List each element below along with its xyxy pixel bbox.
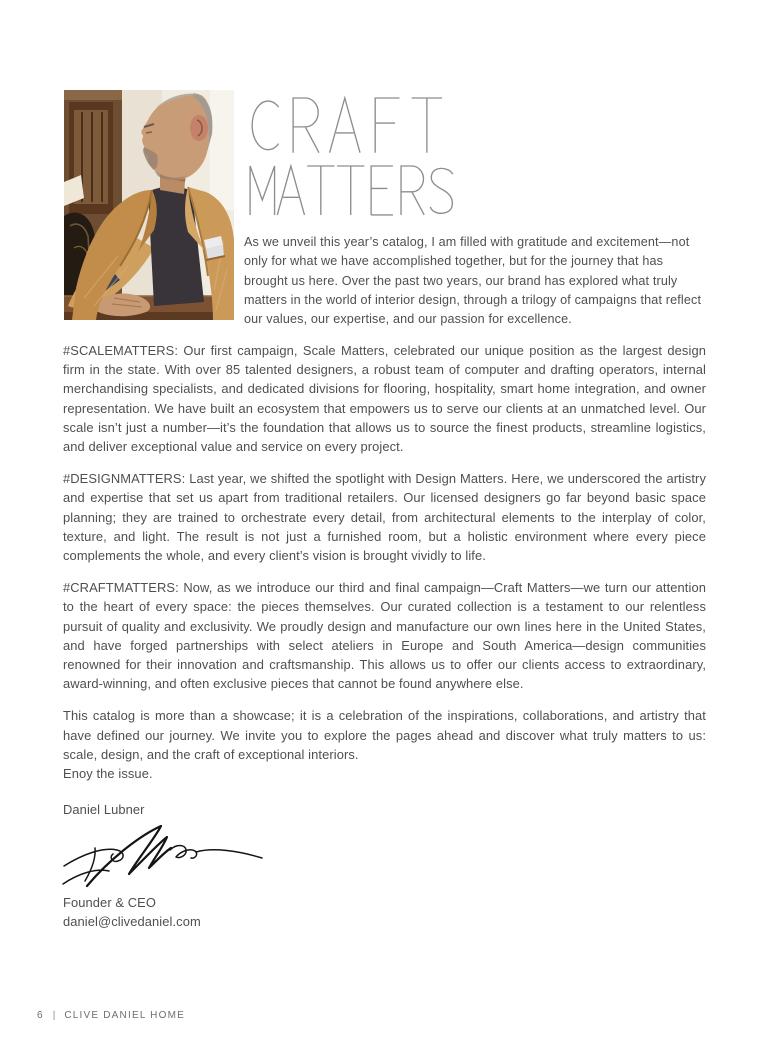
page-number: 6 xyxy=(37,1010,44,1021)
signature-image xyxy=(59,824,269,890)
founder-email[interactable]: daniel@clivedaniel.com xyxy=(63,914,201,930)
paragraph-scalematters: #SCALEMATTERS: Our first campaign, Scale Matters, celebrated our unique position as the largest design firm in the state. With over 85 talented designers, a robust team of computer and drafting operators, internal merchandising specialists, and dedicated divisions for flooring, hospitality, smart home integration, and owner representation. We have built an ecosystem that empowers us to serve our clients at an unmatched level. Our scale isn’t just a number—it’s the foundation that allows us to source the finest products, streamline logistics, and deliver exceptional value and service on every project. xyxy=(63,343,706,455)
founder-portrait-photo xyxy=(64,90,234,320)
letter-header xyxy=(244,96,708,329)
paragraph-closing: This catalog is more than a showcase; it is a celebration of the inspirations, collaborations, and artistry that have defined our journey. We invite you to explore the pages ahead and discover what truly matters to us: scale, design, and the craft of exceptional interiors. xyxy=(63,708,706,762)
heading-line1-craft xyxy=(244,96,462,155)
paragraph-craftmatters: #CRAFTMATTERS: Now, as we introduce our third and final campaign—Craft Matters—we turn our attention to the heart of every space: the pieces themselves. Our curated collection is a testament to our relentless pursuit of quality and exclusivity. We proudly design and manufacture our own lines here in the United States, and have forged partnerships with select ateliers in Europe and South America—design communities renowned for their innovation and craftsmanship. This allows us to offer our clients access to extraordinary, award-winning, and often exclusive pieces that cannot be found anywhere else. xyxy=(63,580,706,692)
footer-brand: CLIVE DANIEL HOME xyxy=(64,1010,185,1021)
page-title xyxy=(244,96,708,216)
footer-separator: | xyxy=(52,1010,56,1021)
sign-off-line: Enoy the issue. xyxy=(63,766,153,782)
founder-portrait-illustration xyxy=(64,90,234,320)
page-footer xyxy=(37,1010,185,1021)
founder-name: Daniel Lubner xyxy=(63,802,145,818)
heading-line2-matters xyxy=(244,164,462,216)
founder-title: Founder & CEO xyxy=(63,895,157,911)
intro-paragraph: As we unveil this year’s catalog, I am filled with gratitude and excitement—not only for what we have accomplished together, but for the journey that has brought us here. Over the past two years, our brand has explored what truly matters in the world of interior design, through a trilogy of campaigns that reflect our values, our expertise, and our passion for excellence. xyxy=(244,235,702,327)
paragraph-designmatters: #DESIGNMATTERS: Last year, we shifted the spotlight with Design Matters. Here, we underscored the artistry and expertise that set us apart from traditional retailers. Our licensed designers go far beyond basic space planning; they are trained to orchestrate every detail, from architectural elements to the interplay of color, texture, and light. The result is not just a furnished room, but a holistic environment where every piece complements the whole, and every client’s vision is brought vividly to life. xyxy=(63,471,706,564)
letter-body xyxy=(63,341,706,931)
